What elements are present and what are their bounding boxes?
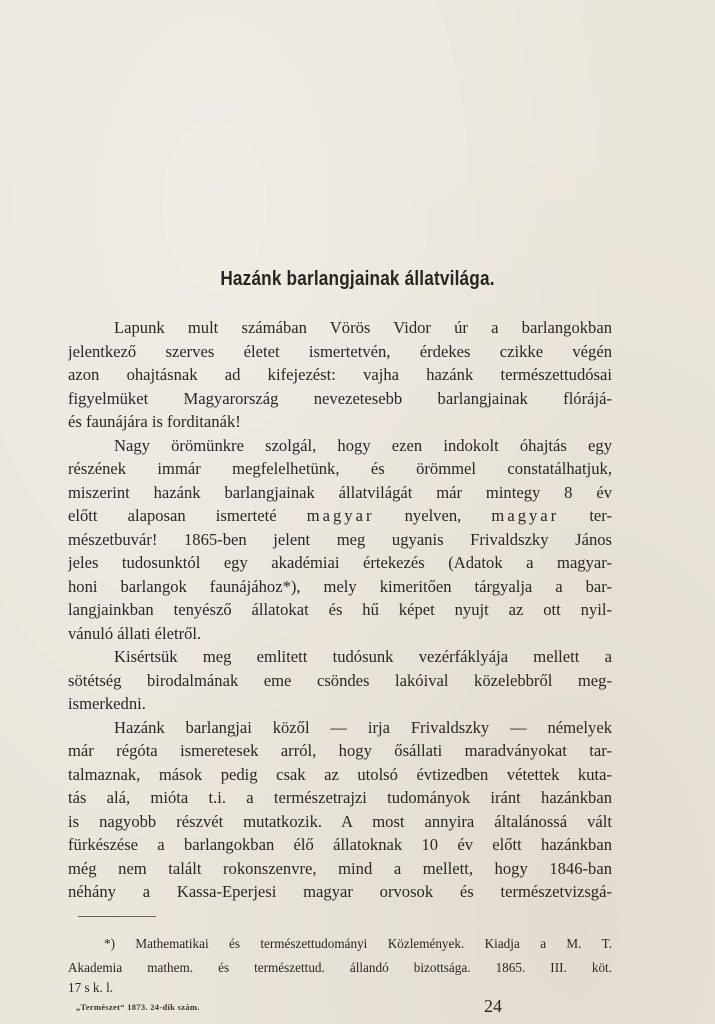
article-body [68,316,612,904]
text-fragment: ter- [589,506,612,525]
text-line: mészetbuvár! 1865-ben jelent meg ugyanis Frivaldszky János [68,529,612,549]
text-line: talmaznak, mások pedig csak az utolsó évtizedben vétettek kuta- [68,764,612,784]
text-line: jelentkező szerves életet ismertetvén, érdekes czikke végén [68,341,612,361]
text-line: is nagyobb részvét mutatkozik. A most annyira általánossá vált [68,811,612,831]
article-title: Hazánk barlangjainak állatvilága. [220,268,495,290]
text-line: miszerint hazánk barlangjainak állatvilágát már mintegy 8 év [68,482,612,502]
emphasized-word: magyar [491,506,560,525]
footnote-line: *) Mathematikai és természettudományi Közlemények. Kiadja a M. T. [104,936,612,951]
footnote [68,934,612,998]
text-line: részének immár megfelelhetünk, és örömmel constatálhatjuk, [68,459,612,478]
text-line: sötétség birodalmának eme csöndes lakóival közelebbről meg- [68,670,612,690]
text-line: Lapunk mult számában Vörös Vidor úr a barlangokban [114,318,612,337]
text-line: tás alá, mióta t.i. a természetrajzi tudományok iránt hazánkban [68,788,612,807]
text-line: Nagy örömünkre szolgál, hogy ezen indokolt óhajtás egy [114,435,612,455]
text-line-spaced [68,504,612,528]
text-line: ismerkedni. [68,694,146,713]
text-line: Hazánk barlangjai közől — irja Frivaldszky — némelyek [114,717,612,737]
text-line: azon ohajtásnak ad kifejezést: vajha hazánk természettudósai [68,365,612,384]
text-fragment: nyelven, [404,506,462,525]
text-line: Kisértsük meg emlitett tudósunk vezérfáklyája mellett a [114,647,612,666]
text-line: már régóta ismeretesek arról, hogy ősállati maradványokat tar- [68,741,612,760]
footnote-line: Akademia mathem. és természettud. állandó bizottsága. 1865. III. köt. [68,959,612,975]
source-signature: „Természet“ 1873. 24-dik szám. [76,1002,200,1012]
text-line: jeles tudosunktól egy akadémiai értekezés (Adatok a magyar- [68,553,612,572]
text-line: és faunájára is forditanák! [68,412,241,431]
text-line: vánuló állati életről. [68,623,202,643]
page-number: 24 [484,996,502,1016]
text-line: néhány a Kassa-Eperjesi magyar orvosok és természetvizsgá- [68,882,612,901]
footnote-divider [78,916,156,917]
text-line: fürkészése a barlangokban élő állatoknak 10 év előtt hazánkban [68,835,612,854]
text-fragment: előtt alaposan ismerteté [68,506,277,525]
text-line: figyelmüket Magyarország nevezetesebb barlangjainak flórájá- [68,388,612,408]
emphasized-word: magyar [306,506,375,525]
text-line: még nem talált rokonszenvre, mind a mellett, hogy 1846-ban [68,858,612,878]
text-line: langjainkban tenyésző állatokat és hű képet nyujt az ott nyil- [68,600,612,619]
footnote-line: 17 s k. l. [68,979,114,995]
text-line: honi barlangok faunájához*), mely kimeritően tárgyalja a bar- [68,576,612,596]
